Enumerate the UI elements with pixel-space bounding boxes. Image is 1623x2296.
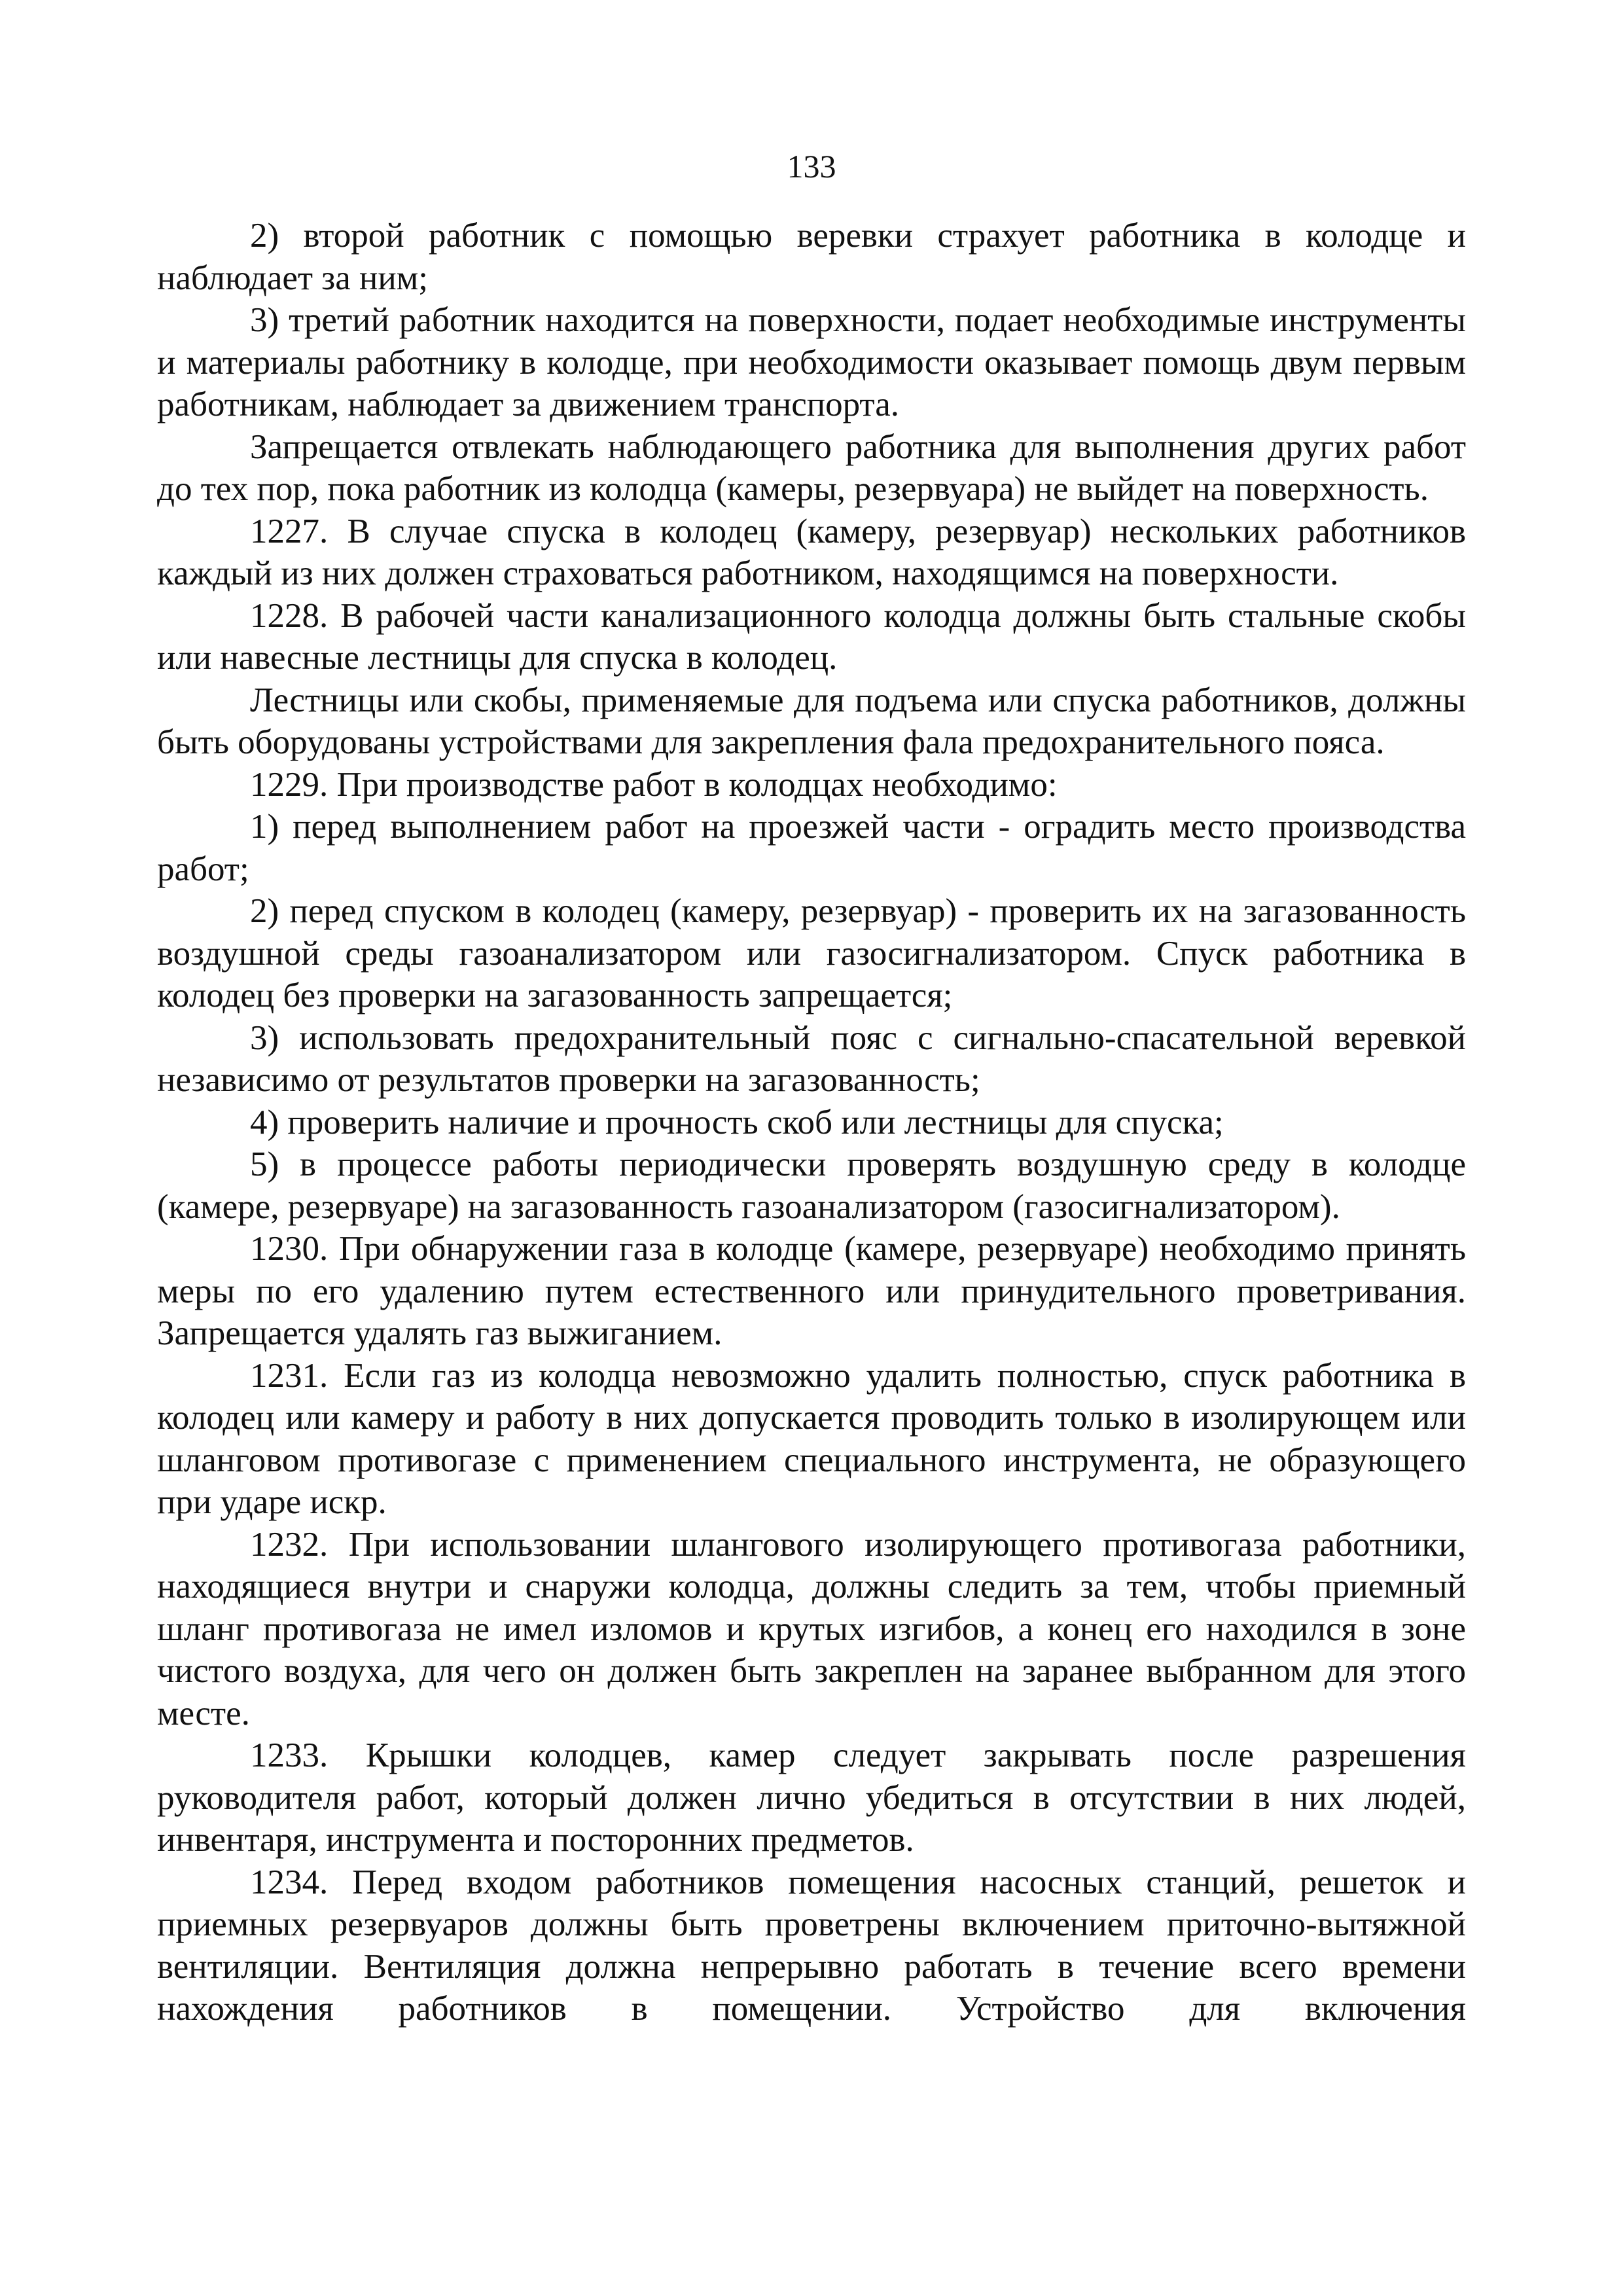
paragraph-1229-item-5: 5) в процессе работы периодически проверять воздушную среду в колодце (камере, резервуаре) на загазованность газоанализатором (газосигнализатором). (157, 1145, 1466, 1226)
paragraph-1229-item-2: 2) перед спуском в колодец (камеру, резервуар) - проверить их на загазованность воздушной среды газоанализатором или газосигнализатором. Спуск работника в колодец без проверки на загазованность запрещается; (157, 892, 1466, 1014)
paragraph-prohibition: Запрещается отвлекать наблюдающего работника для выполнения других работ до тех пор, пока работник из колодца (камеры, резервуара) не выйдет на поверхность. (157, 427, 1466, 508)
page-number: 133 (787, 148, 836, 185)
document-body (157, 215, 1466, 2030)
paragraph-ladders: Лестницы или скобы, применяемые для подъема или спуска работников, должны быть оборудованы устройствами для закрепления фала предохранительного пояса. (157, 681, 1466, 761)
paragraph-1232: 1232. При использовании шлангового изолирующего противогаза работники, находящиеся внутри и снаружи колодца, должны следить за тем, чтобы приемный шланг противогаза не имел изломов и крутых изгибов, а конец его находился в зоне чистого воздуха, для чего он должен быть закреплен на заранее выбранном для этого месте. (157, 1525, 1466, 1732)
paragraph-1229: 1229. При производстве работ в колодцах необходимо: (250, 765, 1058, 804)
paragraph-item-2: 2) второй работник с помощью веревки страхует работника в колодце и наблюдает за ним; (157, 217, 1466, 297)
paragraph-1231: 1231. Если газ из колодца невозможно удалить полностью, спуск работника в колодец или камеру и работу в них допускается проводить только в изолирующем или шланговом противогазе с применением специального инструмента, не образующего при ударе искр. (157, 1356, 1466, 1521)
paragraph-1229-item-4: 4) проверить наличие и прочность скоб или лестницы для спуска; (250, 1103, 1224, 1141)
paragraph-1228: 1228. В рабочей части канализационного колодца должны быть стальные скобы или навесные лестницы для спуска в колодец. (157, 596, 1466, 677)
paragraph-1227: 1227. В случае спуска в колодец (камеру, резервуар) нескольких работников каждый из них должен страховаться работником, находящимся на поверхности. (157, 512, 1466, 592)
paragraph-1229-item-1: 1) перед выполнением работ на проезжей части - оградить место производства работ; (157, 808, 1466, 888)
paragraph-1234: 1234. Перед входом работников помещения насосных станций, решеток и приемных резервуаров должны быть проветрены включением приточно-вытяжной вентиляции. Вентиляция должна непрерывно работать в течение всего времени нахождения работников в помещении. Устройство для включения (157, 1863, 1466, 2028)
paragraph-1233: 1233. Крышки колодцев, камер следует закрывать после разрешения руководителя работ, который должен лично убедиться в отсутствии в них людей, инвентаря, инструмента и посторонних предметов. (157, 1736, 1466, 1859)
paragraph-item-3: 3) третий работник находится на поверхности, подает необходимые инструменты и материалы работнику в колодце, при необходимости оказывает помощь двум первым работникам, наблюдает за движением транспорта. (157, 301, 1466, 423)
paragraph-1230: 1230. При обнаружении газа в колодце (камере, резервуаре) необходимо принять меры по его удалению путем естественного или принудительного проветривания. Запрещается удалять газ выжиганием. (157, 1230, 1466, 1352)
paragraph-1229-item-3: 3) использовать предохранительный пояс с сигнально-спасательной веревкой независимо от результатов проверки на загазованность; (157, 1018, 1466, 1099)
